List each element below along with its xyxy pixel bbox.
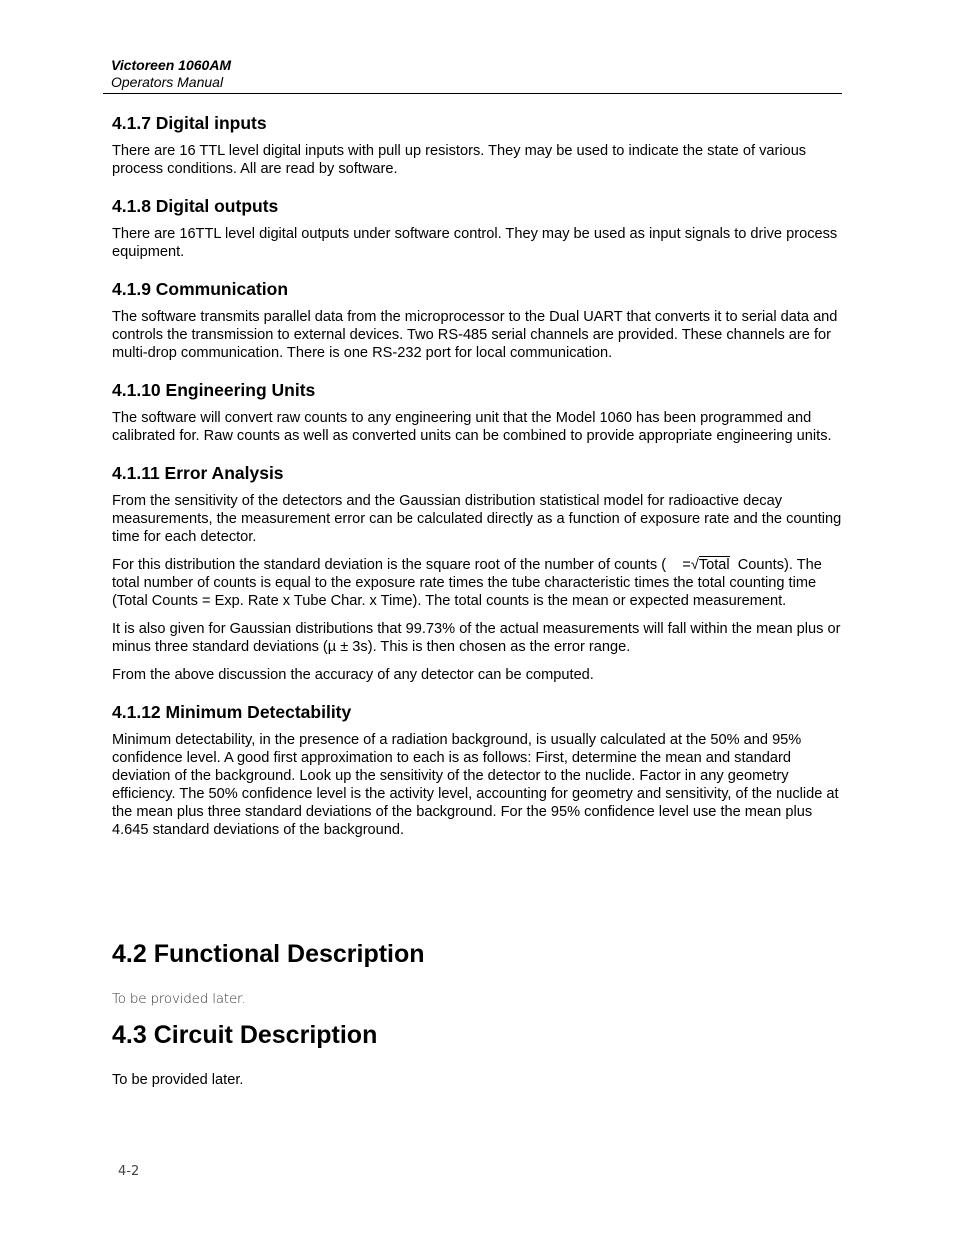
section-minimum-detectability	[112, 701, 842, 839]
section-paragraph: From the sensitivity of the detectors and the Gaussian distribution statistical model for radioactive decay measurements, the measurement error can be calculated directly as a function of exposure rate and the counting time for each detector.	[112, 493, 842, 545]
section-paragraph: The software transmits parallel data from the microprocessor to the Dual UART that converts it to serial data and controls the transmission to external devices. Two RS-485 serial channels are provided. These channels are for multi-drop communication. There is one RS-232 port for local communication.	[112, 309, 838, 361]
section-paragraph: It is also given for Gaussian distributions that 99.73% of the actual measurements will fall within the mean plus or minus three standard deviations (µ ± 3s). This is then chosen as the error range.	[112, 621, 841, 655]
section-communication	[112, 278, 842, 362]
section-heading: 4.1.8 Digital outputs	[112, 196, 279, 216]
radicand: Total	[698, 557, 730, 573]
main-content	[112, 112, 842, 856]
section-heading: 4.1.9 Communication	[112, 279, 289, 299]
formula-text-after: Counts). The total number of counts is equal to the exposure rate times the tube characteristic times the total counting time (Total Counts = Exp. Rate x Tube Char. x Time). The total counts is the mean or expected measurement.	[112, 557, 822, 609]
section-digital-outputs	[112, 195, 842, 261]
formula-equals: =	[682, 557, 691, 573]
section-paragraph: The software will convert raw counts to any engineering unit that the Model 1060 has been programmed and calibrated for. Raw counts as well as converted units can be combined to provide appropriate engineering units.	[112, 410, 832, 444]
formula-paragraph	[112, 556, 842, 610]
section-heading: 4.1.11 Error Analysis	[112, 463, 284, 483]
section-paragraph: There are 16 TTL level digital inputs with pull up resistors. They may be used to indicate the state of various process conditions. All are read by software.	[112, 143, 807, 177]
document-subtitle: Operators Manual	[111, 74, 224, 90]
section-heading: 4.1.7 Digital inputs	[112, 113, 267, 133]
section-heading: 4.1.12 Minimum Detectability	[112, 702, 352, 722]
formula-text-before: For this distribution the standard deviation is the square root of the number of counts (	[112, 557, 667, 573]
page-header	[111, 56, 841, 91]
functional-description-text: To be provided later.	[112, 991, 246, 1007]
circuit-description-heading: 4.3 Circuit Description	[112, 1021, 378, 1049]
section-paragraph: From the above discussion the accuracy of any detector can be computed.	[112, 667, 594, 683]
header-rule	[103, 93, 842, 94]
functional-description-heading: 4.2 Functional Description	[112, 940, 425, 968]
circuit-description-text: To be provided later.	[112, 1072, 244, 1088]
section-paragraph: Minimum detectability, in the presence of a radiation background, is usually calculated at the 50% and 95% confidence level. A good first approximation to each is as follows: First, determine the mean and standard deviation of the background. Look up the sensitivity of the detector to the nuclide. Factor in any geometry efficiency. The 50% confidence level is the activity level, accounting for geometry and sensitivity, of the nuclide at the mean plus three standard deviations of the background. For the 95% confidence level use the mean plus 4.645 standard deviations of the background.	[112, 732, 839, 838]
square-root-formula	[691, 556, 730, 574]
section-paragraph: There are 16TTL level digital outputs under software control. They may be used as input signals to drive process equipment.	[112, 226, 838, 260]
section-heading: 4.1.10 Engineering Units	[112, 380, 316, 400]
section-error-analysis	[112, 462, 842, 684]
section-engineering-units	[112, 379, 842, 445]
document-title: Victoreen 1060AM	[111, 57, 232, 73]
radical-sign: √	[690, 557, 699, 573]
page-number: 4-2	[118, 1164, 140, 1179]
section-digital-inputs	[112, 112, 842, 178]
